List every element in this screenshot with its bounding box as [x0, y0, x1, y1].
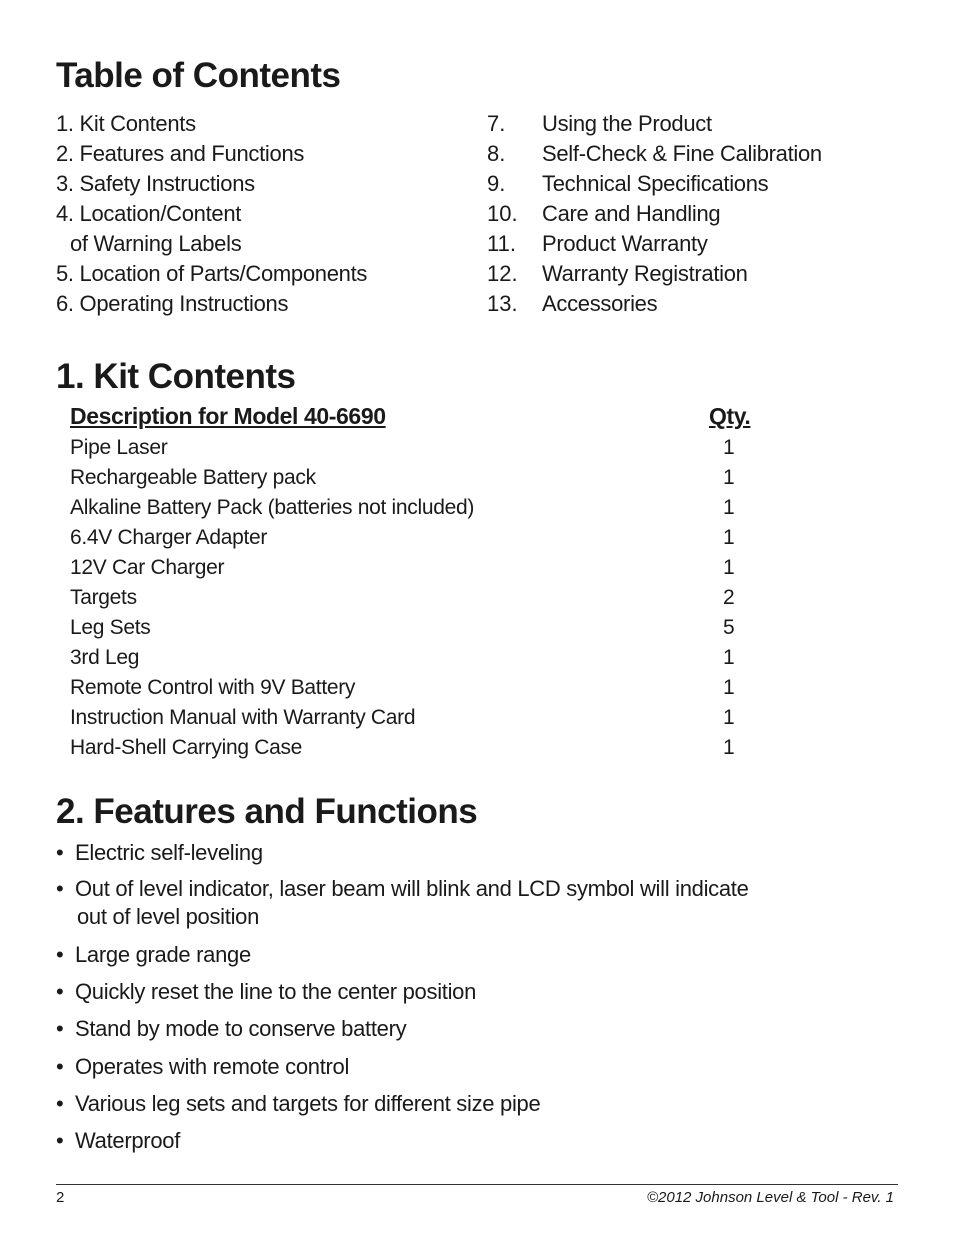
- toc-item-number: 8.: [487, 141, 506, 166]
- feature-text: Various leg sets and targets for different size pipe: [75, 1091, 541, 1116]
- kit-item-description: Targets: [70, 586, 137, 609]
- bullet-icon: •: [56, 876, 64, 901]
- kit-item-description: 12V Car Charger: [70, 556, 225, 579]
- toc-item: Using the Product: [542, 111, 712, 136]
- kit-item-qty: 1: [723, 526, 735, 549]
- kit-contents-heading: 1. Kit Contents: [56, 357, 296, 396]
- feature-text: Out of level indicator, laser beam will blink and LCD symbol will indicate: [75, 876, 749, 901]
- toc-item: Care and Handling: [542, 201, 721, 226]
- kit-item-description: Remote Control with 9V Battery: [70, 676, 356, 699]
- bullet-icon: •: [56, 1016, 64, 1041]
- toc-item-number: 9.: [487, 171, 506, 196]
- kit-item-qty: 2: [723, 586, 735, 609]
- toc-item: 3. Safety Instructions: [56, 171, 255, 196]
- toc-item-number: 10.: [487, 201, 518, 226]
- bullet-icon: •: [56, 979, 64, 1004]
- feature-text: Stand by mode to conserve battery: [75, 1016, 407, 1041]
- feature-text: Quickly reset the line to the center position: [75, 979, 477, 1004]
- kit-item-qty: 1: [723, 436, 735, 459]
- kit-item-qty: 1: [723, 496, 735, 519]
- kit-item-description: Rechargeable Battery pack: [70, 466, 316, 489]
- bullet-icon: •: [56, 840, 64, 865]
- kit-item-description: Leg Sets: [70, 616, 151, 639]
- kit-row: [70, 496, 770, 526]
- bullet-icon: •: [56, 1054, 64, 1079]
- kit-item-description: Alkaline Battery Pack (batteries not included): [70, 496, 475, 519]
- kit-row: [70, 646, 770, 676]
- toc-item: Technical Specifications: [542, 171, 769, 196]
- toc-item-number: 13.: [487, 291, 518, 316]
- toc-item-continuation: of Warning Labels: [70, 231, 242, 256]
- kit-item-description: Instruction Manual with Warranty Card: [70, 706, 416, 729]
- kit-row: [70, 556, 770, 586]
- kit-row: [70, 586, 770, 616]
- footer-divider: [56, 1184, 898, 1185]
- kit-row: [70, 436, 770, 466]
- feature-text: Large grade range: [75, 942, 251, 967]
- bullet-icon: •: [56, 1091, 64, 1116]
- kit-item-description: 6.4V Charger Adapter: [70, 526, 268, 549]
- kit-item-description: Pipe Laser: [70, 436, 168, 459]
- toc-item-number: 7.: [487, 111, 506, 136]
- toc-item-number: 11.: [487, 231, 516, 256]
- kit-item-description: 3rd Leg: [70, 646, 140, 669]
- kit-item-description: Hard-Shell Carrying Case: [70, 736, 303, 759]
- kit-item-qty: 1: [723, 556, 735, 579]
- kit-item-qty: 1: [723, 676, 735, 699]
- bullet-icon: •: [56, 942, 64, 967]
- page-number: 2: [56, 1189, 65, 1206]
- toc-item: 6. Operating Instructions: [56, 291, 289, 316]
- feature-text: Operates with remote control: [75, 1054, 350, 1079]
- toc-item-number: 12.: [487, 261, 518, 286]
- toc-item: Warranty Registration: [542, 261, 748, 286]
- toc-item: Self-Check & Fine Calibration: [542, 141, 822, 166]
- toc-item: Accessories: [542, 291, 658, 316]
- kit-row: [70, 526, 770, 556]
- copyright-notice: ©2012 Johnson Level & Tool - Rev. 1: [646, 1189, 894, 1206]
- kit-row: [70, 736, 770, 766]
- toc-item: 5. Location of Parts/Components: [56, 261, 368, 286]
- feature-text: Waterproof: [75, 1128, 181, 1153]
- toc-item: 2. Features and Functions: [56, 141, 305, 166]
- kit-row: [70, 676, 770, 706]
- kit-item-qty: 1: [723, 646, 735, 669]
- feature-text: out of level position: [77, 904, 260, 929]
- feature-text: Electric self-leveling: [75, 840, 263, 865]
- kit-description-header: Description for Model 40-6690: [70, 403, 386, 429]
- kit-item-qty: 5: [723, 616, 735, 639]
- kit-item-qty: 1: [723, 736, 735, 759]
- toc-title: Table of Contents: [56, 56, 341, 95]
- bullet-icon: •: [56, 1128, 64, 1153]
- kit-item-qty: 1: [723, 466, 735, 489]
- kit-row: [70, 616, 770, 646]
- kit-row: [70, 706, 770, 736]
- features-heading: 2. Features and Functions: [56, 792, 478, 831]
- kit-qty-header: Qty.: [709, 403, 751, 429]
- toc-item: Product Warranty: [542, 231, 708, 256]
- kit-row: [70, 466, 770, 496]
- toc-item: 4. Location/Content: [56, 201, 242, 226]
- kit-item-qty: 1: [723, 706, 735, 729]
- toc-item: 1. Kit Contents: [56, 111, 196, 136]
